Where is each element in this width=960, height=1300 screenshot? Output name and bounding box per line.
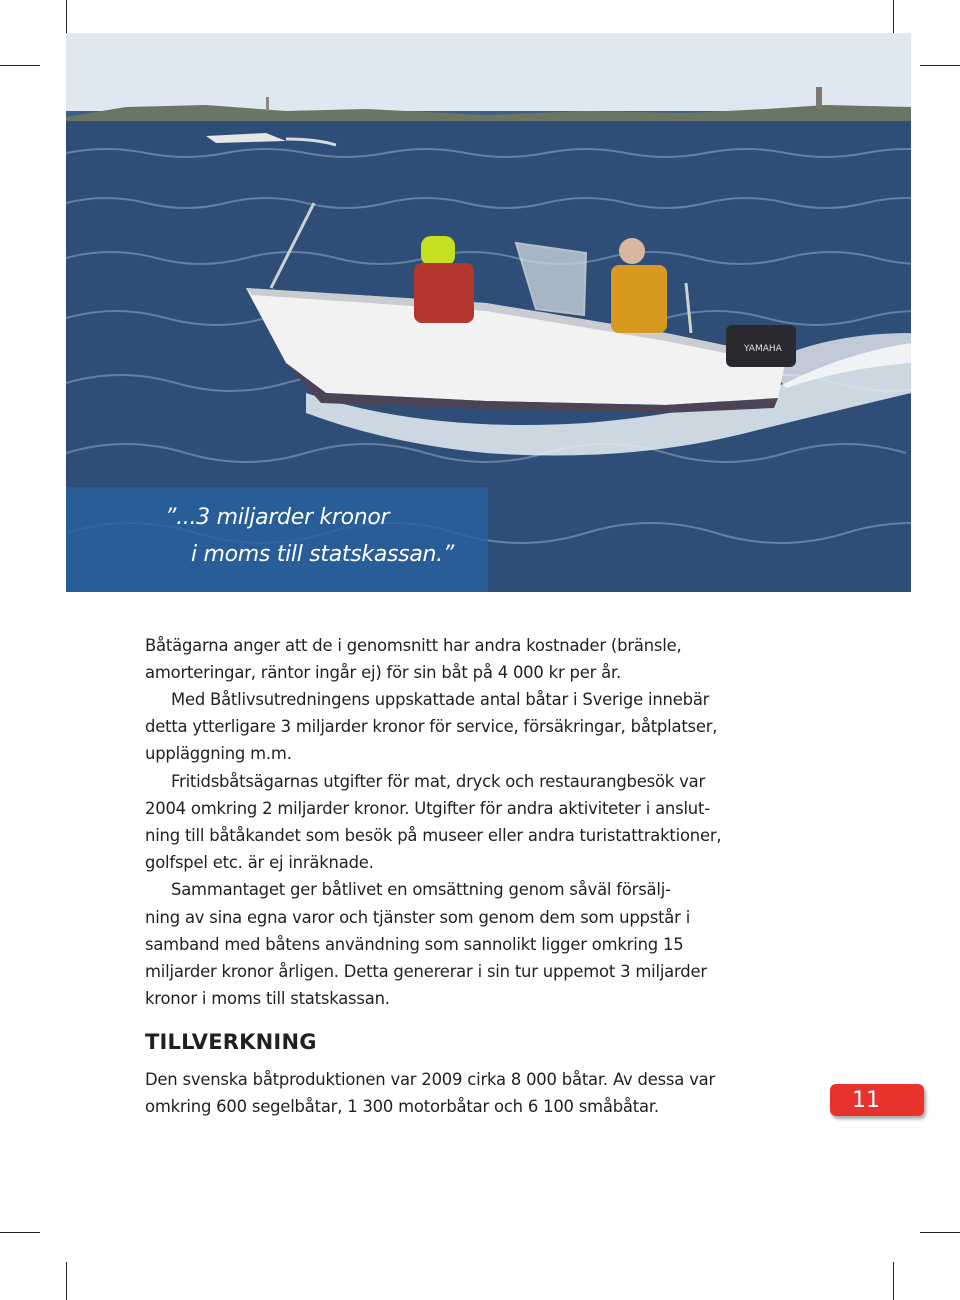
crop-mark-bottom-right bbox=[893, 1262, 894, 1300]
crop-mark-right-top bbox=[920, 65, 960, 66]
body-line: amorteringar, räntor ingår ej) för sin båt på 4 000 kr per år. bbox=[145, 663, 622, 682]
crop-mark-right-bottom bbox=[920, 1232, 960, 1233]
outboard-brand-label: YAMAHA bbox=[744, 344, 782, 354]
body-line: samband med båtens användning som sannolikt ligger omkring 15 bbox=[145, 935, 684, 954]
crop-mark-bottom-left bbox=[66, 1262, 67, 1300]
section-line: Den svenska båtproduktionen var 2009 cirka 8 000 båtar. Av dessa var bbox=[145, 1070, 716, 1089]
body-line: detta ytterligare 3 miljarder kronor för service, försäkringar, båtplatser, bbox=[145, 717, 718, 736]
body-line: Båtägarna anger att de i genomsnitt har andra kostnader (bränsle, bbox=[145, 636, 682, 655]
body-line: ning av sina egna varor och tjänster som genom dem som uppstår i bbox=[145, 908, 691, 927]
body-line: uppläggning m.m. bbox=[145, 744, 292, 763]
crop-mark-left-bottom bbox=[0, 1232, 40, 1233]
body-line: kronor i moms till statskassan. bbox=[145, 989, 390, 1008]
quote-box bbox=[66, 487, 488, 592]
body-line: ning till båtåkandet som besök på museer eller andra turistattraktioner, bbox=[145, 826, 722, 845]
section-line: omkring 600 segelbåtar, 1 300 motorbåtar och 6 100 småbåtar. bbox=[145, 1097, 659, 1116]
quote-line-2: i moms till statskassan.” bbox=[191, 542, 454, 567]
crop-mark-left-top bbox=[0, 65, 40, 66]
body-line: miljarder kronor årligen. Detta genererar i sin tur uppemot 3 miljarder bbox=[145, 962, 707, 981]
page-number: 11 bbox=[852, 1088, 880, 1113]
body-line: 2004 omkring 2 miljarder kronor. Utgifter för andra aktiviteter i anslut- bbox=[145, 799, 710, 818]
body-line: Fritidsbåtsägarnas utgifter för mat, dryck och restaurangbesök var bbox=[171, 772, 705, 791]
page-number-badge bbox=[830, 1084, 924, 1116]
body-line: Sammantaget ger båtlivet en omsättning genom såväl försälj- bbox=[171, 880, 671, 899]
body-line: golfspel etc. är ej inräknade. bbox=[145, 853, 374, 872]
section-heading: TILLVERKNING bbox=[145, 1030, 317, 1054]
quote-line-1: ”...3 miljarder kronor bbox=[165, 505, 390, 530]
body-line: Med Båtlivsutredningens uppskattade antal båtar i Sverige innebär bbox=[171, 690, 710, 709]
